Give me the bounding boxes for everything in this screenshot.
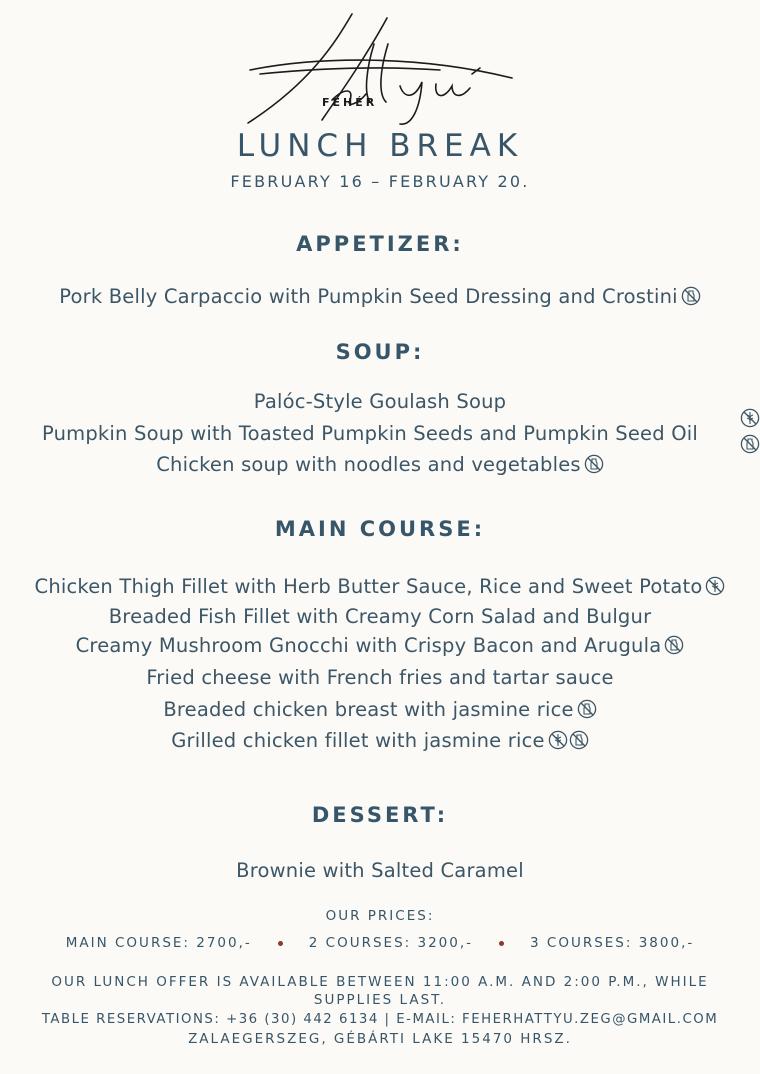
page-title: LUNCH BREAK (236, 128, 524, 164)
menu-item: Pumpkin Soup with Toasted Pumpkin Seeds and Pumpkin Seed Oil (41, 422, 699, 445)
menu-item: Chicken Thigh Fillet with Herb Butter Sauce, Rice and Sweet Potato (0, 575, 760, 598)
menu-item: Grilled chicken fillet with jasmine rice (0, 729, 760, 752)
hattyu-logo (240, 8, 520, 128)
no-lactose-icon (577, 699, 597, 719)
availability-line-2: SUPPLIES LAST. (313, 992, 447, 1008)
menu-item: Brownie with Salted Caramel (236, 859, 524, 882)
price-list (0, 935, 760, 951)
price-two-courses: 2 COURSES: 3200,- (308, 935, 474, 951)
no-gluten-icon (705, 576, 725, 596)
address-line: ZALAEGERSZEG, GÉBÁRTI LAKE 15470 HRSZ. (188, 1031, 572, 1047)
no-lactose-icon (681, 286, 701, 306)
price-three-courses: 3 COURSES: 3800,- (530, 935, 695, 951)
separator-dot (499, 941, 504, 946)
logo-sub-text: FEHÉR (322, 96, 378, 109)
no-gluten-icon (740, 408, 760, 428)
reservations-line: TABLE RESERVATIONS: +36 (30) 442 6134 | E-MAIL: FEHERHATTYU.ZEG@GMAIL.COM (41, 1012, 719, 1027)
menu-item: Breaded Fish Fillet with Creamy Corn Salad and Bulgur (108, 605, 652, 628)
no-gluten-icon (548, 730, 568, 750)
menu-item: Chicken soup with noodles and vegetables (0, 453, 760, 476)
menu-item: Pork Belly Carpaccio with Pumpkin Seed Dressing and Crostini (0, 285, 760, 308)
appetizer-heading: APPETIZER: (296, 232, 464, 256)
separator-dot (278, 941, 283, 946)
date-range: FEBRUARY 16 – FEBRUARY 20. (230, 172, 530, 191)
no-lactose-icon (584, 454, 604, 474)
menu-item: Creamy Mushroom Gnocchi with Crispy Bacon and Arugula (0, 634, 760, 657)
menu-item: Fried cheese with French fries and tartar sauce (146, 666, 614, 689)
no-lactose-icon (664, 635, 684, 655)
availability-line-1: OUR LUNCH OFFER IS AVAILABLE BETWEEN 11:00 A.M. AND 2:00 P.M., WHILE (51, 974, 709, 990)
dessert-heading: DESSERT: (311, 803, 449, 827)
price-main-course: MAIN COURSE: 2700,- (65, 935, 252, 951)
prices-heading: OUR PRICES: (325, 908, 435, 924)
no-lactose-icon (569, 730, 589, 750)
main-course-heading: MAIN COURSE: (274, 517, 486, 541)
no-lactose-icon (740, 434, 760, 454)
menu-item: Breaded chicken breast with jasmine rice (0, 698, 760, 721)
menu-item: Palóc-Style Goulash Soup (253, 390, 507, 413)
soup-heading: SOUP: (335, 340, 425, 364)
